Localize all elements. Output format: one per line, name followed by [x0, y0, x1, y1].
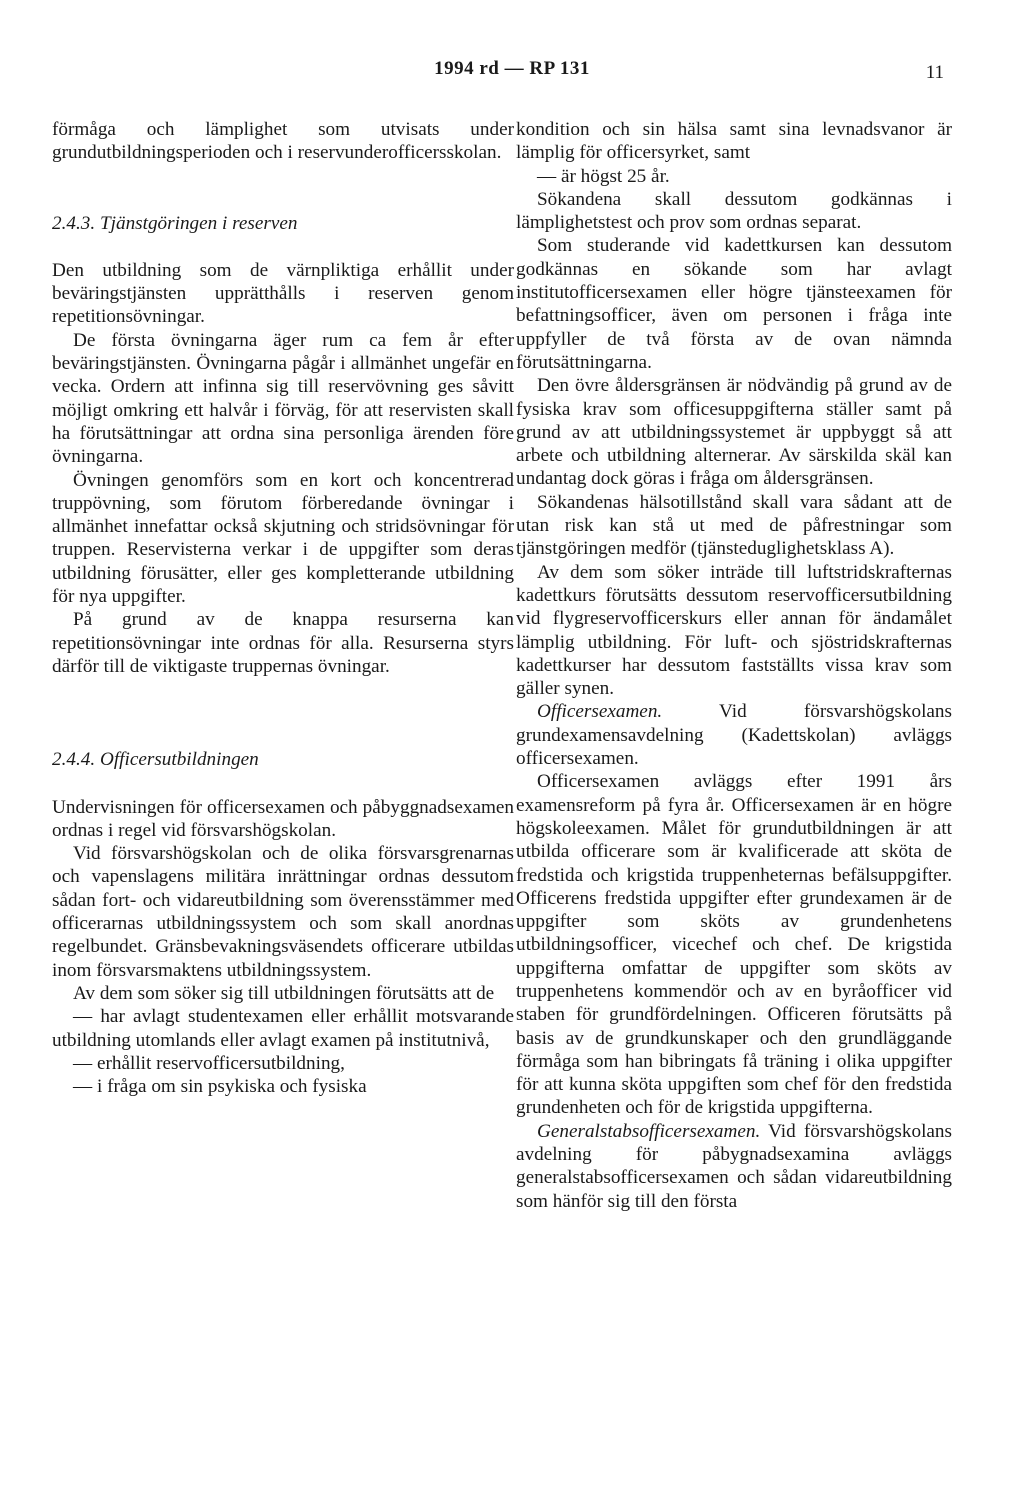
section-heading-2-4-4: 2.4.4. Officersutbildningen [52, 749, 259, 771]
section-heading-2-4-3: 2.4.3. Tjänstgöringen i reserven [52, 212, 298, 234]
paragraph: Övningen genomförs som en kort och koncentrerad truppövning, som förutom förberedande övningar i allmänhet innefattar också skjutning och stridsövningar för truppen. Reservisterna verkar i de uppgifter som deras utbildning förusätter, eller ges kompletterande utbildning för nya uppgifter. [52, 469, 514, 608]
paragraph-continued: kondition och sin hälsa samt sina levnadsvanor är lämplig för officersyrket, samt [516, 119, 952, 164]
page-number: 11 [925, 62, 944, 83]
page-header [0, 58, 1024, 88]
paragraph-text: Vid försvarshögskolans grundexamensavdelning (Kadettskolan) avläggs officersexamen. [516, 701, 952, 770]
left-column [52, 118, 514, 1098]
paragraph-generalstabsofficersexamen [516, 1120, 952, 1213]
paragraph-officersexamen [516, 700, 952, 770]
dash-list-item: — erhållit reservofficersutbildning, [73, 1052, 345, 1074]
paragraph: Sökandenas hälsotillstånd skall vara sådant att de utan risk kan stå ut med de påfrestningar som tjänstgöringen medför (tjänsteduglighetsklass A). [516, 491, 952, 560]
paragraph: De första övningarna äger rum ca fem år efter beväringstjänsten. Övningarna pågår i allmänhet ungefär en vecka. Ordern att infinna sig till reservövning ges såvitt möjligt omkring ett halvår i förväg, för att reservisten skall ha förutsättningar att ordna sina personliga ärenden före övningarna. [52, 329, 514, 468]
dash-list-item: — i fråga om sin psykiska och fysiska [73, 1076, 367, 1098]
term-generalstabsofficersexamen: Generalstabsofficersexamen. [537, 1120, 761, 1142]
paragraph-text: Vid försvarshögskolans avdelning för påbygnadsexamina avläggs generalstabsofficersexamen och sådan vidareutbildning som hänför sig till den första [516, 1120, 952, 1212]
paragraph-intro: förmåga och lämplighet som utvisats under grundutbildningsperioden och i reservunderofficersskolan. [52, 119, 514, 164]
paragraph: Undervisningen för officersexamen och påbyggnadsexamen ordnas i regel vid försvarshögskolan. [52, 796, 514, 841]
term-officersexamen: Officersexamen. [537, 701, 663, 723]
paragraph: Som studerande vid kadettkursen kan dessutom godkännas en sökande som har avlagt institutofficersexamen eller högre tjänsteexamen för befattningsofficer, även om personen i fråga inte uppfyller de två första av de ovan nämnda förutsättningarna. [516, 235, 952, 373]
paragraph: Sökandena skall dessutom godkännas i lämplighetstest och prov som ordnas separat. [516, 188, 952, 234]
right-column [516, 118, 952, 1213]
paragraph: Vid försvarshögskolan och de olika försvarsgrenarnas och vapenslagens militära inrättningar ordnas dessutom sådan fort- och vidareutbildning som överensstämmer med officerarnas utbildningssystem och som skall anordnas regelbundet. Gränsbevakningsväsendets officerare utbildas inom försvarsmaktens utbildningssystem. [52, 843, 514, 981]
paragraph: Av dem som söker sig till utbildningen förutsätts att de [73, 982, 495, 1004]
paragraph: Officersexamen avläggs efter 1991 års examensreform på fyra år. Officersexamen är en högre högskoleexamen. Målet för grundutbildningen är att utbilda officerare som är kvalificerade att sköta de fredstida och krigstida truppenheternas befälsuppgifter. Officerens fredstida uppgifter efter grundexamen är de uppgifter som sköts av grundenhetens utbildningsofficer, vicechef och chef. De krigstida uppgifterna omfattar de uppgifter som sköts av truppenhetens kommendör och av en byråofficer vid staben för grundfördelningen. Officeren förutsätts på basis av de grundkunskaper och den grundläggande förmåga som han bibringats få träning i olika uppgifter för att kunna sköta uppgiften som chef för den fredstida grundenheten och för de krigstida uppgifterna. [516, 771, 952, 1119]
dash-list-item: — är högst 25 år. [537, 165, 670, 187]
paragraph: På grund av de knappa resurserna kan repetitionsövningar inte ordnas för alla. Resurserna styrs därför till de viktigaste truppernas övningar. [52, 609, 514, 677]
paragraph: Den övre åldersgränsen är nödvändig på grund av de fysiska krav som officesuppgifterna ställer samt på grund av att utbildningssystemet är uppbyggt så att arbete och utbildning alternerar. Av särskilda skäl kan undantag dock göras i fråga om åldersgränsen. [516, 375, 952, 490]
dash-list-item: — har avlagt studentexamen eller erhållit motsvarande utbildning utomlands eller avlagt examen på institutnivå, [52, 1006, 514, 1051]
paragraph: Den utbildning som de värnpliktiga erhållit under beväringstjänsten upprätthålls i reserven genom repetitionsövningar. [52, 259, 514, 328]
paragraph: Av dem som söker inträde till luftstridskrafternas kadettkurs förutsätts dessutom reservofficersutbildning vid flygreservofficerskurs eller annan för ändamålet lämplig utbildning. För luft- och sjöstridskrafternas kadettkurser har dessutom fastställts vissa krav som gäller synen. [516, 561, 952, 700]
running-title: 1994 rd — RP 131 [434, 58, 590, 79]
